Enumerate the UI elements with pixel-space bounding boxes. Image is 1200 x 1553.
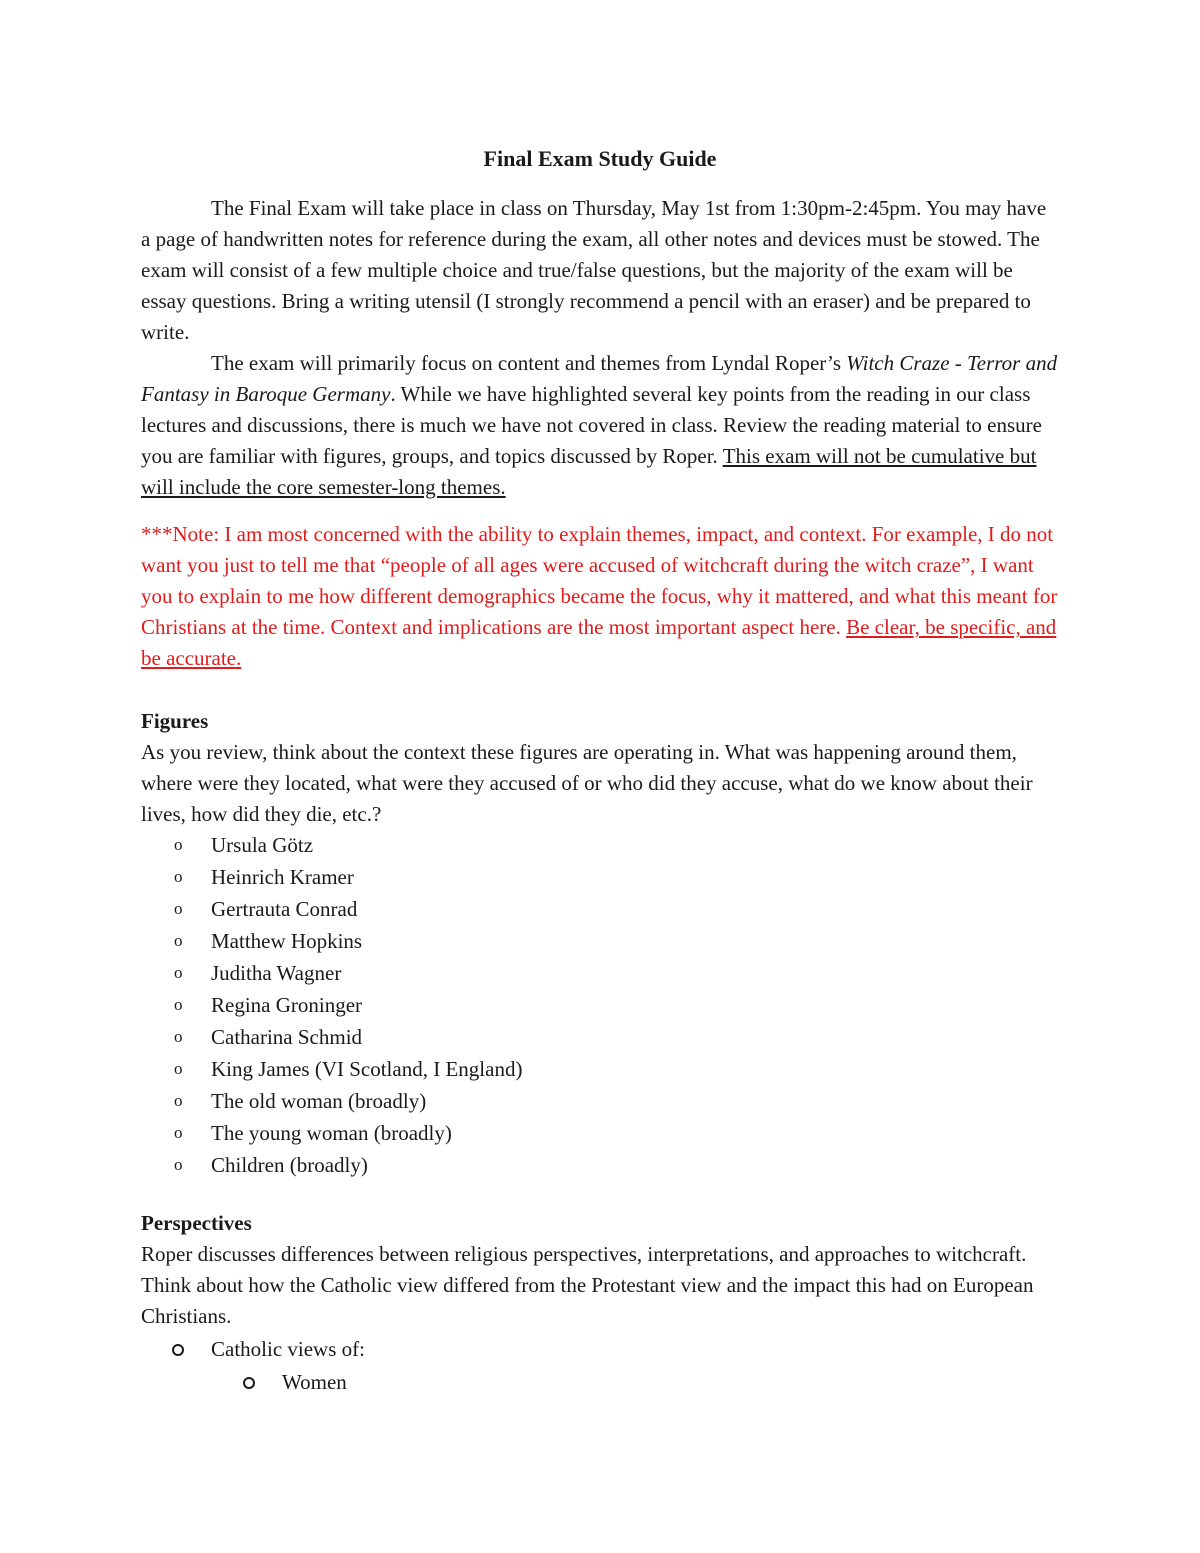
note-text: ***Note: I am most concerned with the ability to explain themes, impact, and context. For example, I do not want you just to tell me that “people of all ages were accused of witchcraft during the witch craze”, I want you to explain to me how different demographics became the focus, why it mattered, and what this meant for Christians at the time. Context and implications are the most important aspect here. [141, 522, 1058, 639]
p2-underlined: This exam will not be cumulative but will include the core semester-long themes. [141, 444, 1037, 499]
list-bullet: o [174, 835, 183, 854]
intro-paragraph-2 [141, 348, 1059, 503]
list-bullet: o [174, 1091, 183, 1110]
list-item [141, 829, 522, 861]
list-item-text: Gertrauta Conrad [211, 897, 358, 921]
list-item-text: Regina Groninger [211, 993, 363, 1017]
list-item [141, 989, 522, 1021]
perspectives-list [141, 1333, 365, 1365]
list-bullet: o [174, 1027, 183, 1046]
list-item-text: Juditha Wagner [211, 961, 342, 985]
list-item [141, 1053, 522, 1085]
bullet-circle-icon [172, 1344, 184, 1356]
list-bullet: o [174, 1123, 183, 1142]
list-item-text: Women [282, 1370, 347, 1394]
list-bullet: o [174, 867, 183, 886]
list-bullet: o [174, 963, 183, 982]
list-item [212, 1366, 347, 1398]
list-item [141, 1333, 365, 1365]
list-item [141, 1149, 522, 1181]
list-item [141, 957, 522, 989]
list-item-text: The old woman (broadly) [211, 1089, 427, 1113]
p2-middle: . While we have highlighted several key points from the reading in our class lectures and discussions, there is much we have not covered in class. Review the reading material to ensure you are familiar with figures, groups, and topics discussed by Roper. [141, 382, 1042, 468]
list-item-text: Ursula Götz [211, 833, 314, 857]
list-bullet: o [174, 1059, 183, 1078]
list-item [141, 1021, 522, 1053]
list-item [141, 925, 522, 957]
list-item [141, 861, 522, 893]
list-item-text: Catholic views of: [211, 1337, 365, 1361]
list-item-text: Matthew Hopkins [211, 929, 363, 953]
note-underlined: Be clear, be specific, and be accurate. [141, 615, 1057, 670]
list-item [141, 1117, 522, 1149]
page-title: Final Exam Study Guide [483, 146, 717, 171]
list-bullet: o [174, 899, 183, 918]
list-bullet: o [174, 1155, 183, 1174]
figures-list [141, 829, 522, 1181]
list-item-text: King James (VI Scotland, I England) [211, 1057, 523, 1081]
list-item-text: The young woman (broadly) [211, 1121, 452, 1145]
intro-paragraph-1: The Final Exam will take place in class on Thursday, May 1st from 1:30pm-2:45pm. You may have a page of handwritten notes for reference during the exam, all other notes and devices must be stowed. The exam will consist of a few multiple choice and true/false questions, but the majority of the exam will be essay questions. Bring a writing utensil (I strongly recommend a pencil with an eraser) and be prepared to write. [141, 196, 1047, 344]
perspectives-sublist [212, 1366, 347, 1398]
book-title: Witch Craze - Terror and Fantasy in Baroque Germany [141, 351, 1058, 406]
figures-heading: Figures [141, 709, 209, 733]
bullet-circle-icon [243, 1377, 255, 1389]
list-item-text: Catharina Schmid [211, 1025, 363, 1049]
figures-intro: As you review, think about the context these figures are operating in. What was happening around them, where were they located, what were they accused of or who did they accuse, what do we know about their lives, how did they die, etc.? [141, 740, 1033, 826]
list-item [141, 893, 522, 925]
list-bullet: o [174, 995, 183, 1014]
p2-start: The exam will primarily focus on content and themes from Lyndal Roper’s [211, 351, 847, 375]
perspectives-heading: Perspectives [141, 1211, 252, 1235]
list-item-text: Children (broadly) [211, 1153, 368, 1177]
list-item [141, 1085, 522, 1117]
list-bullet: o [174, 931, 183, 950]
note-paragraph [141, 519, 1059, 674]
list-item-text: Heinrich Kramer [211, 865, 354, 889]
perspectives-intro: Roper discusses differences between religious perspectives, interpretations, and approaches to witchcraft. Think about how the Catholic view differed from the Protestant view and the impact this had on European Christians. [141, 1242, 1034, 1328]
